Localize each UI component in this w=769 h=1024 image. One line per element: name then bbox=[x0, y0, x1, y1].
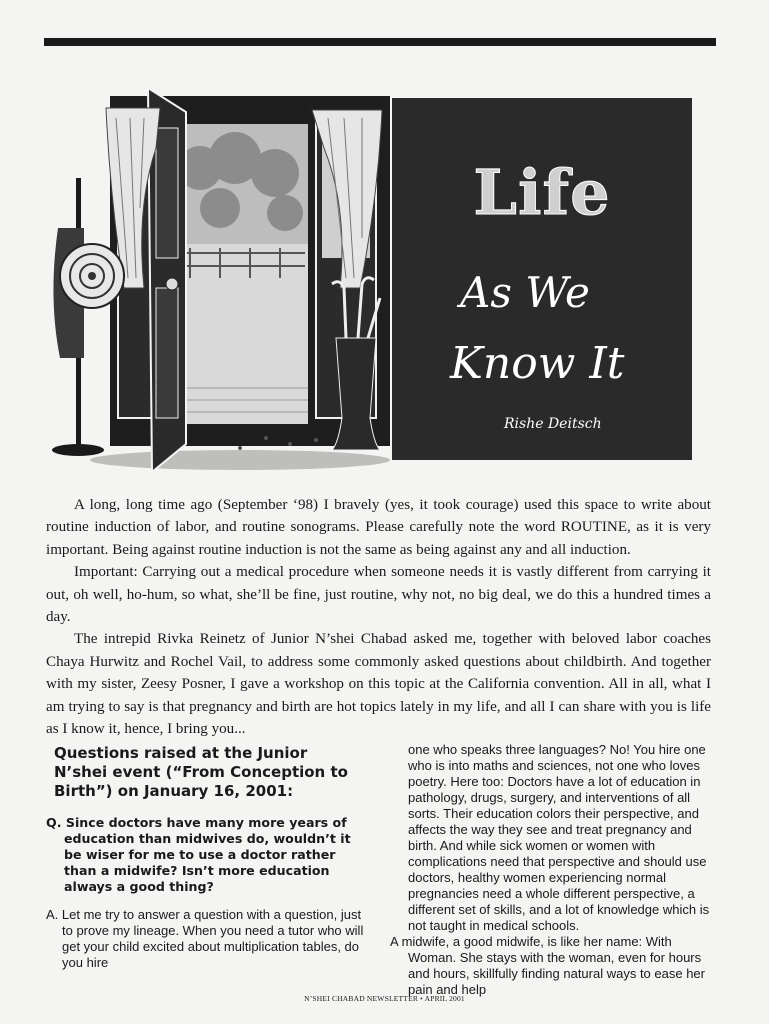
page-footer: N’SHEI CHABAD NEWSLETTER • APRIL 2001 bbox=[304, 994, 465, 1003]
door-illustration bbox=[40, 88, 400, 472]
qa-heading: Questions raised at the Junior N’shei event (“From Conception to Birth”) on January 16, 2001: bbox=[54, 744, 348, 800]
intro-text bbox=[46, 494, 711, 740]
right-column bbox=[390, 742, 712, 998]
author-signature: Rishe Deitsch bbox=[504, 416, 602, 432]
answer-1-continued: one who speaks three languages? No! You hire one who is into maths and sciences, not one who loves poetry. Here too: Doctors have a lot of education in pathology, drugs, surgery, and interventions of all sorts. Their education colors their perspective, and affects the way they see and treat pregnancy and birth. And while sick women or women with complications need that perspective and should use doctors, healthy women experiencing normal pregnancies need a whole different perspective, a different set of skills, and a lot of knowledge which is not taught in medical schools. bbox=[408, 742, 710, 933]
answer-1-start: A. Let me try to answer a question with a question, just to prove my lineage. When you need a tutor who will get your child excited about multiplication tables, do you hire bbox=[46, 907, 364, 970]
title-as-we: As We bbox=[460, 268, 590, 317]
intro-paragraph-1: A long, long time ago (September ‘98) I bravely (yes, it took courage) used this space to write about routine induction of labor, and routine sonograms. Please carefully note the word ROUTINE, as it is very important. Being against routine induction is not the same as being against any and all induction. bbox=[46, 497, 711, 558]
answer-2: A midwife, a good midwife, is like her name: With Woman. She stays with the woman, even for hours and hours, skillfully finding natural ways to ease her pain and help bbox=[390, 934, 705, 997]
intro-paragraph-3: The intrepid Rivka Reinetz of Junior N’shei Chabad asked me, together with beloved labor coaches Chaya Hurwitz and Rochel Vail, to address some commonly asked questions about childbirth. And together with my sister, Zeesy Posner, I gave a workshop on this topic at the California convention. All in all, what I am trying to say is that pregnancy and birth are hot topics lately in my life, and all I can share with you is life as I know it, hence, I bring you... bbox=[46, 631, 711, 738]
left-column bbox=[46, 744, 364, 971]
question-1: Q. Since doctors have many more years of education than midwives do, wouldn’t it be wiser for me to use a doctor rather than a midwife? Isn’t more education always a good thing? bbox=[46, 815, 351, 894]
intro-paragraph-2: Important: Carrying out a medical procedure when someone needs it is vastly different from carrying it out, oh well, ho-hum, so what, she’ll be fine, just routine, why not, no big deal, we do this a hundred times a day. bbox=[46, 564, 711, 626]
title-life: Life bbox=[473, 156, 611, 229]
title-know-it: Know It bbox=[450, 338, 625, 389]
top-rule bbox=[44, 38, 716, 46]
title-panel bbox=[392, 98, 692, 460]
